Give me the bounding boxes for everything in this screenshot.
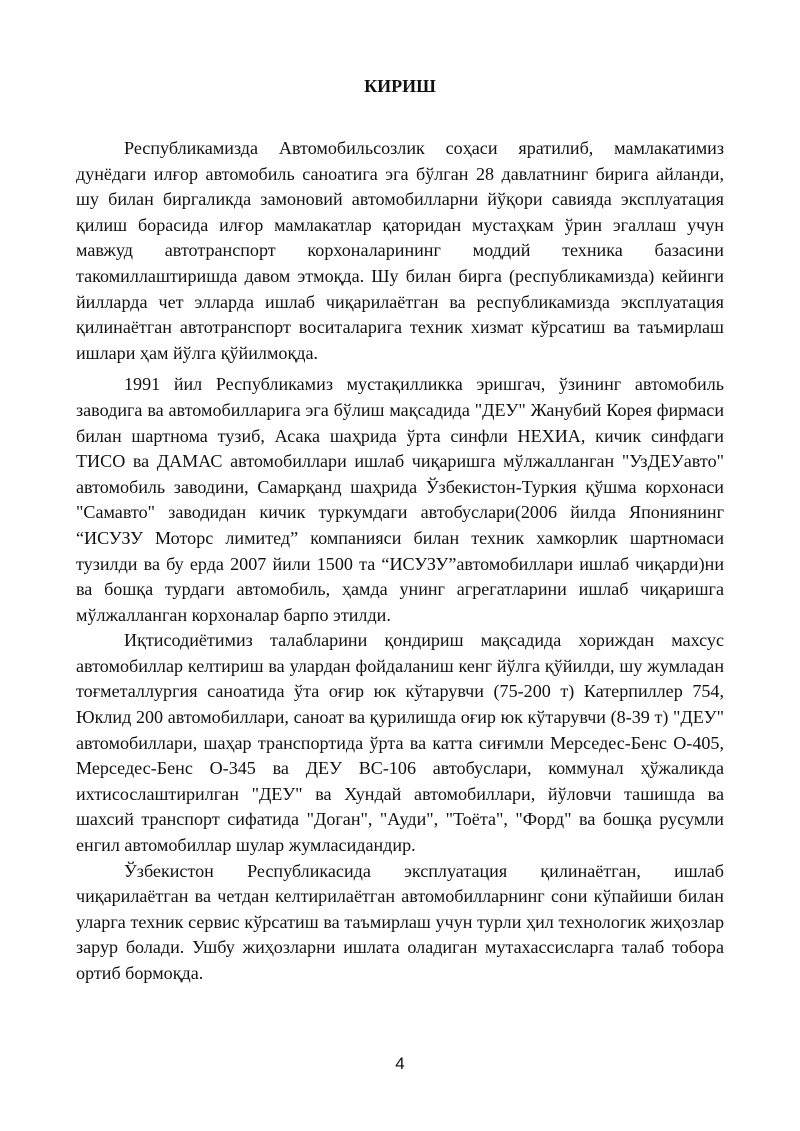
page-title: КИРИШ [364,76,436,96]
paragraph-1: Республикамизда Автомобильсозлик соҳаси яратилиб, мамлакатимиз дунёдаги илғор автомобиль саноатига эга бўлган 28 давлатнинг бирига айланди, шу билан биргаликда замоновий автомобилларни йўқори савияда эксплуатация қилиш борасида илғор мамлакатлар қаторидан мустаҳкам ўрин эгаллаш учун мавжуд автотранспорт корхоналарининг моддий техника базасини такомиллаштиришда давом этмоқда. Шу билан бирга (республикамизда) кейинги йилларда чет элларда ишлаб чиқарилаётган ва республикамизда эксплуатация қилинаётган автотранспорт воситаларига техник хизмат кўрсатиш ва таъмирлаш ишлари ҳам йўлга қўйилмоқда. [76,138,724,363]
paragraph-3: Иқтисодиётимиз талабларини қондириш мақсадида хориждан махсус автомобиллар келтириш ва улардан фойдаланиш кенг йўлга қўйилди, шу жумладан тоғметаллургия саноатида ўта оғир юк кўтарувчи (75-200 т) Катерпиллер 754, Юклид 200 автомобиллари, саноат ва қурилишда оғир юк кўтарувчи (8-39 т) "ДЕУ" автомобиллари, шаҳар транспортида ўрта ва катта сиғимли Мерседес-Бенс О-405, Мерседес-Бенс О-345 ва ДЕУ ВС-106 автобуслари, коммунал ҳўжаликда ихтисослаштирилган "ДЕУ" ва Хундай автомобиллари, йўловчи ташишда ва шахсий транспорт сифатида "Доган", "Ауди", "Тоёта", "Форд" ва бошқа русумли енгил автомобиллар шулар жумласидандир. [76,630,724,856]
body-text [76,136,724,987]
paragraph-4: Ўзбекистон Республикасида эксплуатация қилинаётган, ишлаб чиқарилаётган ва четдан келтирилаётган автомобилларнинг сони кўпайиши билан уларга техник сервис кўрсатиш ва таъмирлаш учун турли ҳил технологик жиҳозлар зарур болади. Ушбу жиҳозларни ишлата оладиган мутахассисларга талаб тобора ортиб бормоқда. [76,860,724,983]
paragraph-2: 1991 йил Республикамиз мустақилликка эришгач, ўзининг автомобиль заводига ва автомобилларига эга бўлиш мақсадида "ДЕУ" Жанубий Корея фирмаси билан шартнома тузиб, Асака шаҳрида ўрта синфли НЕХИА, кичик синфдаги ТИСО ва ДАМАС автомобиллари ишлаб чиқаришга мўлжалланган "УзДЕУавто" автомобиль заводини, Самарқанд шаҳрида Ўзбекистон-Туркия қўшма корхонаси "Самавто" заводидан кичик туркумдаги автобуслари(2006 йилда Япониянинг “ИСУЗУ Моторс лимитед” компанияси билан техник хамкорлик шартномаси тузилди ва бу ерда 2007 йили 1500 та “ИСУЗУ”автомобиллари ишлаб чиқарди)ни ва бошқа турдаги автомобиль, ҳамда унинг агрегатларини ишлаб чиқаришга мўлжалланган корхоналар барпо этилди. [76,374,724,625]
page-number: 4 [395,1054,405,1073]
